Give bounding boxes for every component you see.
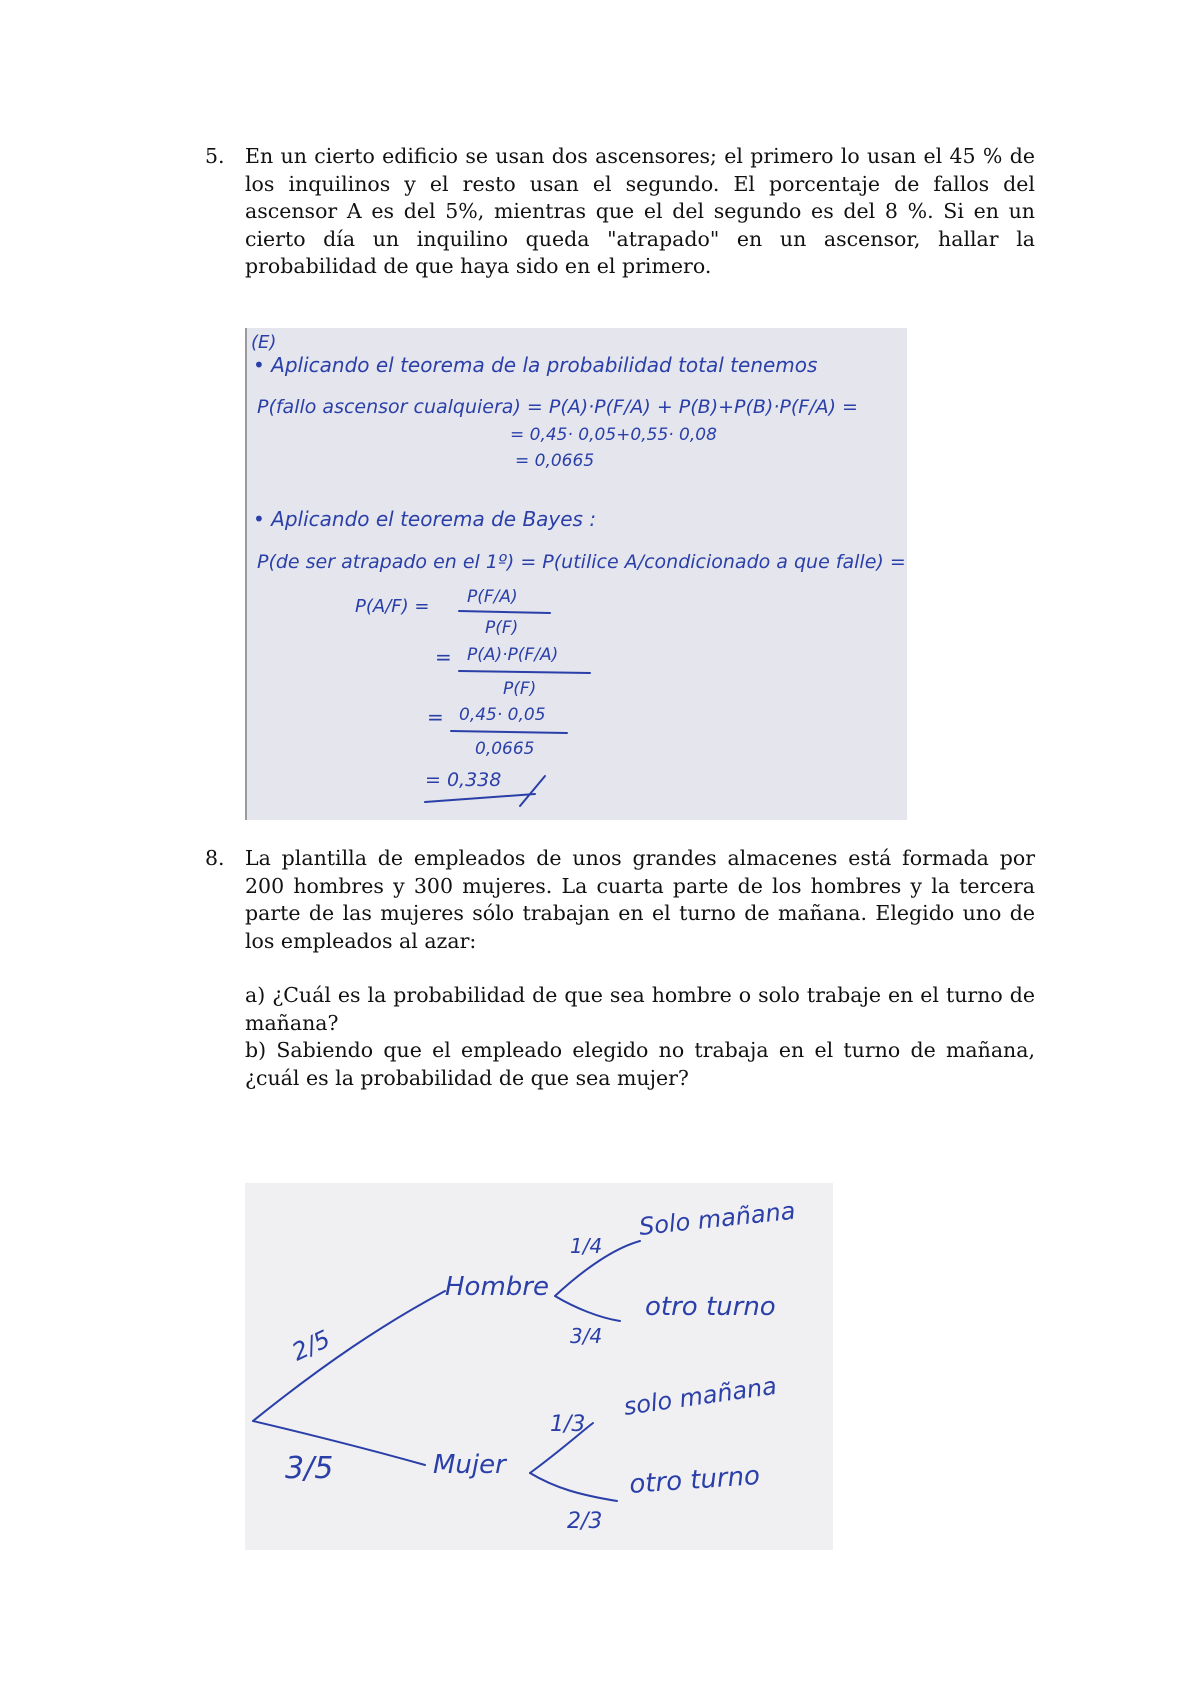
question-a: a) ¿Cuál es la probabilidad de que sea hombre o solo trabaje en el turno de mañana? [245,983,1035,1035]
question-b: b) Sabiendo que el empleado elegido no trabaja en el turno de mañana, ¿cuál es la probabilidad de que sea mujer? [245,1038,1035,1090]
prob-h-other: 3/4 [570,1324,603,1348]
solution-line-3: = 0,45· 0,05+0,55· 0,08 [510,425,717,445]
leaf-m-other: otro turno [628,1460,761,1500]
bayes-denominator-2: P(F) [503,679,537,699]
prob-hombre: 2/5 [287,1324,335,1367]
bayes-numerator-1: P(F/A) [467,587,518,607]
equals-sign-1: = [435,645,452,669]
solution-line-4: = 0,0665 [515,451,595,471]
prob-m-morning: 1/3 [550,1412,586,1437]
solution-line-5: • Aplicando el teorema de Bayes : [253,507,597,531]
bayes-denominator-1: P(F) [485,618,519,638]
bayes-denominator-3: 0,0665 [475,739,535,759]
bayes-numerator-2: P(A)·P(F/A) [467,645,559,665]
solution-line-1: • Aplicando el teorema de la probabilidad total tenemos [253,353,818,377]
leaf-m-morning: solo mañana [621,1371,779,1421]
solution-mark: (E) [251,332,277,353]
node-mujer: Mujer [433,1450,506,1480]
bayes-result: = 0,338 [425,769,502,791]
solution-line-2: P(fallo ascensor cualquiera) = P(A)·P(F/A) + P(B)+P(B)·P(F/A) = [257,396,858,418]
node-hombre: Hombre [445,1272,549,1302]
bayes-numerator-3: 0,45· 0,05 [459,705,546,725]
prob-mujer: 3/5 [285,1451,334,1486]
problem-text: En un cierto edificio se usan dos ascensores; el primero lo usan el 45 % de los inquilinos y el resto usan el segundo. El porcentaje de fallos del ascensor A es del 5%, mientras que el del segundo es del 8 %. Si en un cierto día un inquilino queda "atrapado" en un ascensor, hallar la probabilidad de que haya sido en el primero. [245,144,1035,278]
equals-sign-2: = [427,705,444,729]
problem-5 [205,143,1035,281]
leaf-h-morning: Solo mañana [637,1196,797,1241]
problem-text: La plantilla de empleados de unos grandes almacenes está formada por 200 hombres y 300 mujeres. La cuarta parte de los hombres y la tercera parte de las mujeres sólo trabajan en el turno de mañana. Elegido uno de los empleados al azar: [245,846,1035,953]
solution-line-6: P(de ser atrapado en el 1º) = P(utilice A/condicionado a que falle) = [257,551,906,573]
probability-tree-photo [245,1183,833,1550]
leaf-h-other: otro turno [645,1292,776,1322]
problem-number: 5. [205,144,225,168]
prob-m-other: 2/3 [567,1509,603,1534]
problem-8 [205,845,1035,1092]
handwritten-solution-photo [245,328,907,820]
prob-h-morning: 1/4 [570,1234,603,1258]
bayes-lhs: P(A/F) = [355,596,430,617]
problem-number: 8. [205,846,225,870]
